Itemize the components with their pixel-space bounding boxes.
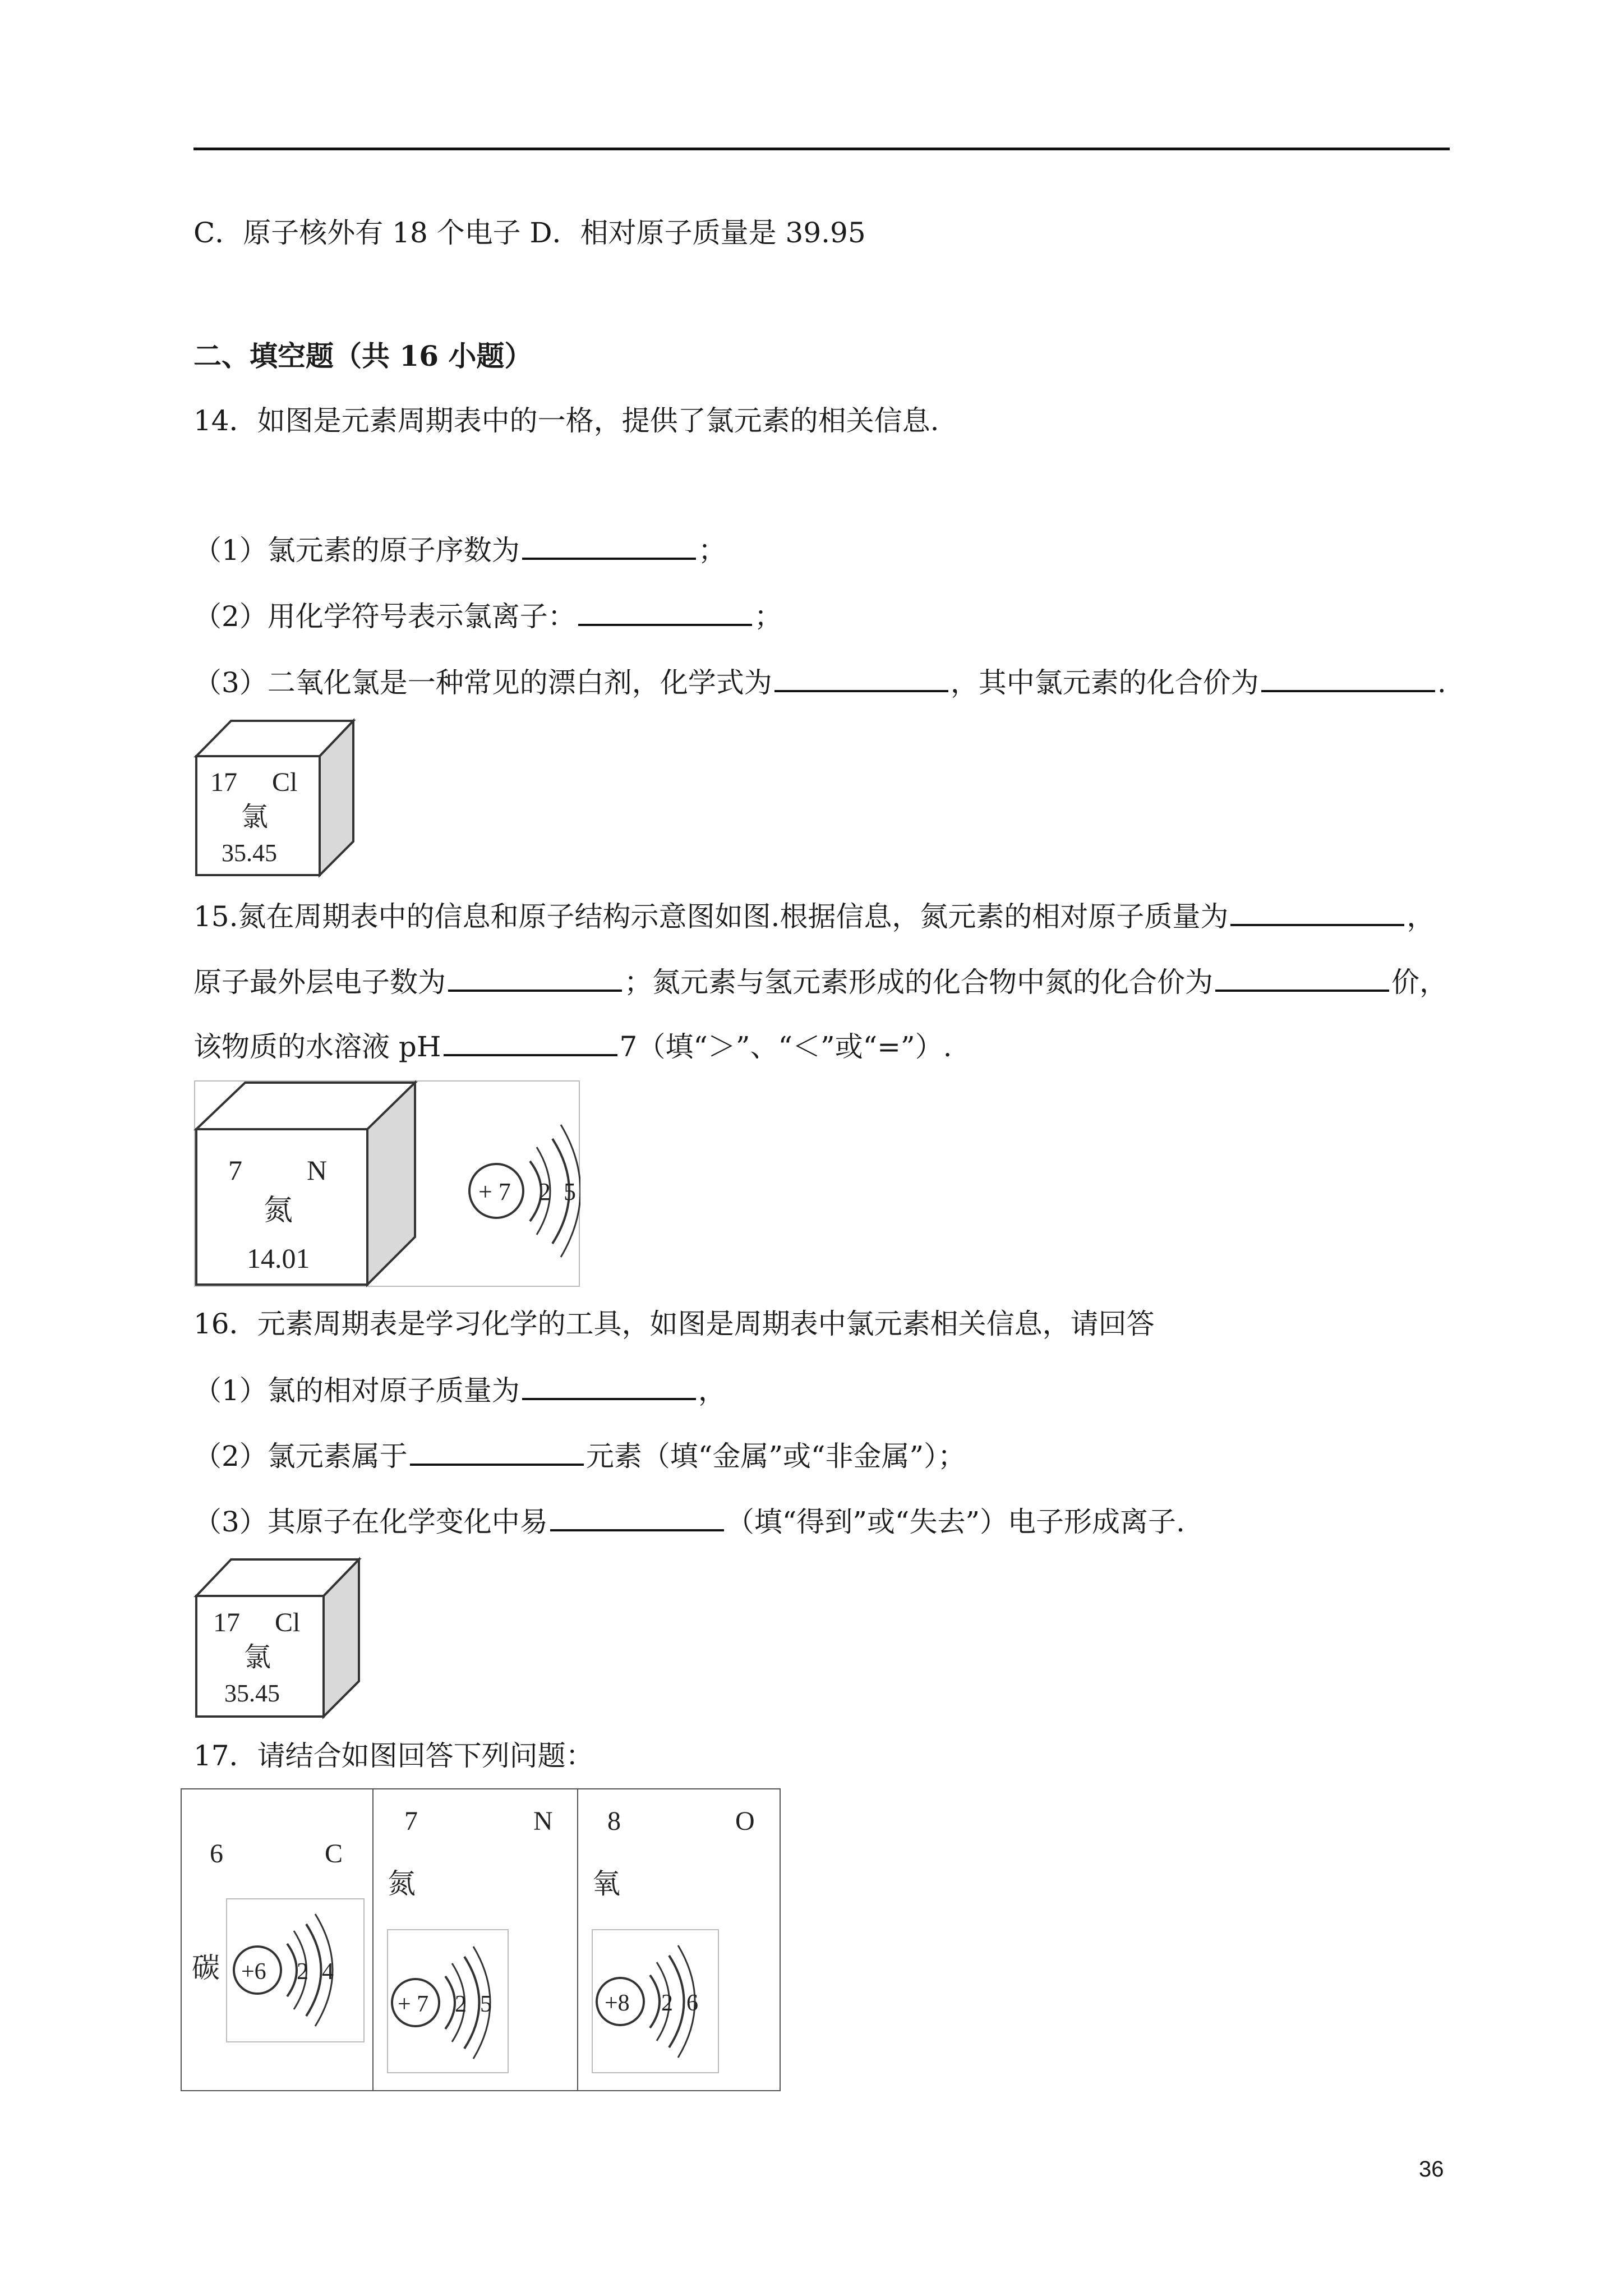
q14-part3-blank-formula[interactable] <box>774 665 948 692</box>
q17-nitrogen-symbol: N <box>533 1806 553 1836</box>
q15-atom-structure-diagram <box>469 1125 580 1257</box>
q16-cell-symbol: Cl <box>275 1608 301 1637</box>
q16-element-cell <box>193 1557 362 1719</box>
q16-cell-number: 17 <box>213 1608 240 1637</box>
section-title-text: 二、填空题（共 16 小题） <box>193 339 533 372</box>
q16-part3 <box>193 1504 1185 1539</box>
q17-nitrogen-shell1: 2 <box>455 1991 467 2017</box>
q17-oxygen-number: 8 <box>607 1806 621 1836</box>
section-title <box>193 339 532 373</box>
q16-part1 <box>193 1373 726 1407</box>
q16-part2 <box>193 1439 966 1473</box>
q15-shell2-count: 5 <box>564 1178 576 1205</box>
q14-part3-text-b: ，其中氯元素的化合价为 <box>950 666 1259 699</box>
q17-nitrogen-atom-diagram <box>388 1930 508 2073</box>
q14-part1-end: ； <box>698 534 726 567</box>
q14-part3-text-a: （3）二氧化氯是一种常见的漂白剂，化学式为 <box>193 666 772 699</box>
q15-cell-number: 7 <box>228 1154 242 1186</box>
q17-carbon-shell2: 4 <box>322 1959 334 1985</box>
q14-stem <box>193 404 939 438</box>
q14-cell-name: 氯 <box>241 802 269 832</box>
q17-oxygen-shell2: 6 <box>686 1990 698 2016</box>
q17-carbon-symbol: C <box>325 1839 343 1869</box>
q14-part2 <box>193 599 782 633</box>
q17-oxygen-symbol: O <box>735 1806 755 1836</box>
q14-cell-symbol: Cl <box>272 767 298 797</box>
q17-carbon-nucleus: +6 <box>241 1959 266 1985</box>
q17-cell-carbon <box>182 1789 372 2090</box>
q14-stem-text: 14．如图是元素周期表中的一格，提供了氯元素的相关信息. <box>193 404 939 437</box>
q14-part2-end: ； <box>754 600 782 633</box>
q15-line3-text-b: 7（填“＞”、“＜”或“=”）. <box>619 1030 952 1063</box>
q14-part3-blank-valence[interactable] <box>1261 665 1435 692</box>
q16-part3-text: （3）其原子在化学变化中易 <box>193 1506 548 1538</box>
q15-blank-ph[interactable] <box>444 1029 617 1056</box>
q16-part2-end: 元素（填“金属”或“非金属”）； <box>585 1440 966 1473</box>
q17-nitrogen-shell2: 5 <box>480 1991 492 2017</box>
q17-carbon-number: 6 <box>210 1839 223 1869</box>
q14-part1-blank[interactable] <box>522 533 696 560</box>
q15-shell1-count: 2 <box>538 1178 551 1205</box>
q14-cell-number: 17 <box>210 767 237 797</box>
q14-part1-text: （1）氯元素的原子序数为 <box>193 534 520 567</box>
q15-line1 <box>193 899 1435 933</box>
q15-nucleus-label: + 7 <box>478 1178 511 1205</box>
q14-part3 <box>193 665 1446 700</box>
q16-part3-end: （填“得到”或“失去”）电子形成离子. <box>726 1506 1185 1538</box>
q16-part1-end: ， <box>698 1374 726 1407</box>
q15-line2-text-a: 原子最外层电子数为 <box>193 966 446 999</box>
q16-part1-blank[interactable] <box>522 1373 696 1400</box>
q16-cell-name: 氯 <box>244 1642 271 1672</box>
q17-cell-nitrogen <box>374 1789 577 2090</box>
q16-cell-mass: 35.45 <box>224 1680 280 1707</box>
q15-line2 <box>193 965 1447 999</box>
q17-cell-oxygen <box>578 1789 780 2090</box>
q17-carbon-shell1: 2 <box>297 1959 308 1985</box>
q14-part2-text: （2）用化学符号表示氯离子： <box>193 600 576 633</box>
q17-oxygen-nucleus: +8 <box>605 1990 630 2016</box>
q17-stem-text: 17．请结合如图回答下列问题： <box>193 1740 594 1772</box>
q17-nitrogen-number: 7 <box>404 1806 418 1836</box>
header-rule <box>193 148 1450 150</box>
q17-oxygen-atom-diagram <box>592 1930 718 2073</box>
q17-carbon-atom-diagram <box>227 1899 364 2042</box>
q14-part3-end: . <box>1437 666 1446 699</box>
q15-blank-valence[interactable] <box>1215 965 1389 992</box>
q16-part2-blank[interactable] <box>410 1439 584 1466</box>
q16-part2-text: （2）氯元素属于 <box>193 1440 408 1473</box>
q15-blank-mass[interactable] <box>1230 899 1404 926</box>
q15-blank-outer-electrons[interactable] <box>448 965 622 992</box>
q15-line2-text-b: ；氮元素与氢元素形成的化合物中氮的化合价为 <box>624 966 1213 999</box>
q13-options-line <box>193 216 866 250</box>
q15-line1-end: ， <box>1407 900 1435 933</box>
q17-oxygen-shell1: 2 <box>661 1990 673 2016</box>
q15-cell-symbol: N <box>307 1154 328 1186</box>
q14-element-cell <box>193 718 356 878</box>
q15-line2-end: 价， <box>1391 966 1447 999</box>
q17-stem <box>193 1739 594 1773</box>
q16-part1-text: （1）氯的相对原子质量为 <box>193 1374 520 1407</box>
q17-oxygen-name: 氧 <box>592 1868 620 1899</box>
q13-options-text: C．原子核外有 18 个电子 D．相对原子质量是 39.95 <box>193 217 866 249</box>
q16-stem <box>193 1307 1155 1341</box>
q16-stem-text: 16．元素周期表是学习化学的工具，如图是周期表中氯元素相关信息，请回答 <box>193 1308 1155 1340</box>
q15-line3-text-a: 该物质的水溶液 pH <box>193 1030 441 1063</box>
page-number: 36 <box>1419 2157 1444 2182</box>
q15-figure <box>193 1080 580 1287</box>
q16-part3-blank[interactable] <box>550 1504 724 1531</box>
q15-cell-mass: 14.01 <box>247 1243 310 1274</box>
q17-element-table <box>181 1788 781 2091</box>
q15-cell-name: 氮 <box>264 1195 293 1227</box>
q17-nitrogen-name: 氮 <box>388 1868 416 1899</box>
q17-nitrogen-nucleus: + 7 <box>398 1991 429 2017</box>
q14-cell-mass: 35.45 <box>222 839 277 867</box>
q15-line3 <box>193 1029 952 1064</box>
q15-line1-text: 15.氮在周期表中的信息和原子结构示意图如图.根据信息，氮元素的相对原子质量为 <box>193 900 1229 933</box>
q14-part1 <box>193 533 726 567</box>
q14-part2-blank[interactable] <box>578 599 752 626</box>
q17-carbon-name: 碳 <box>192 1952 220 1984</box>
